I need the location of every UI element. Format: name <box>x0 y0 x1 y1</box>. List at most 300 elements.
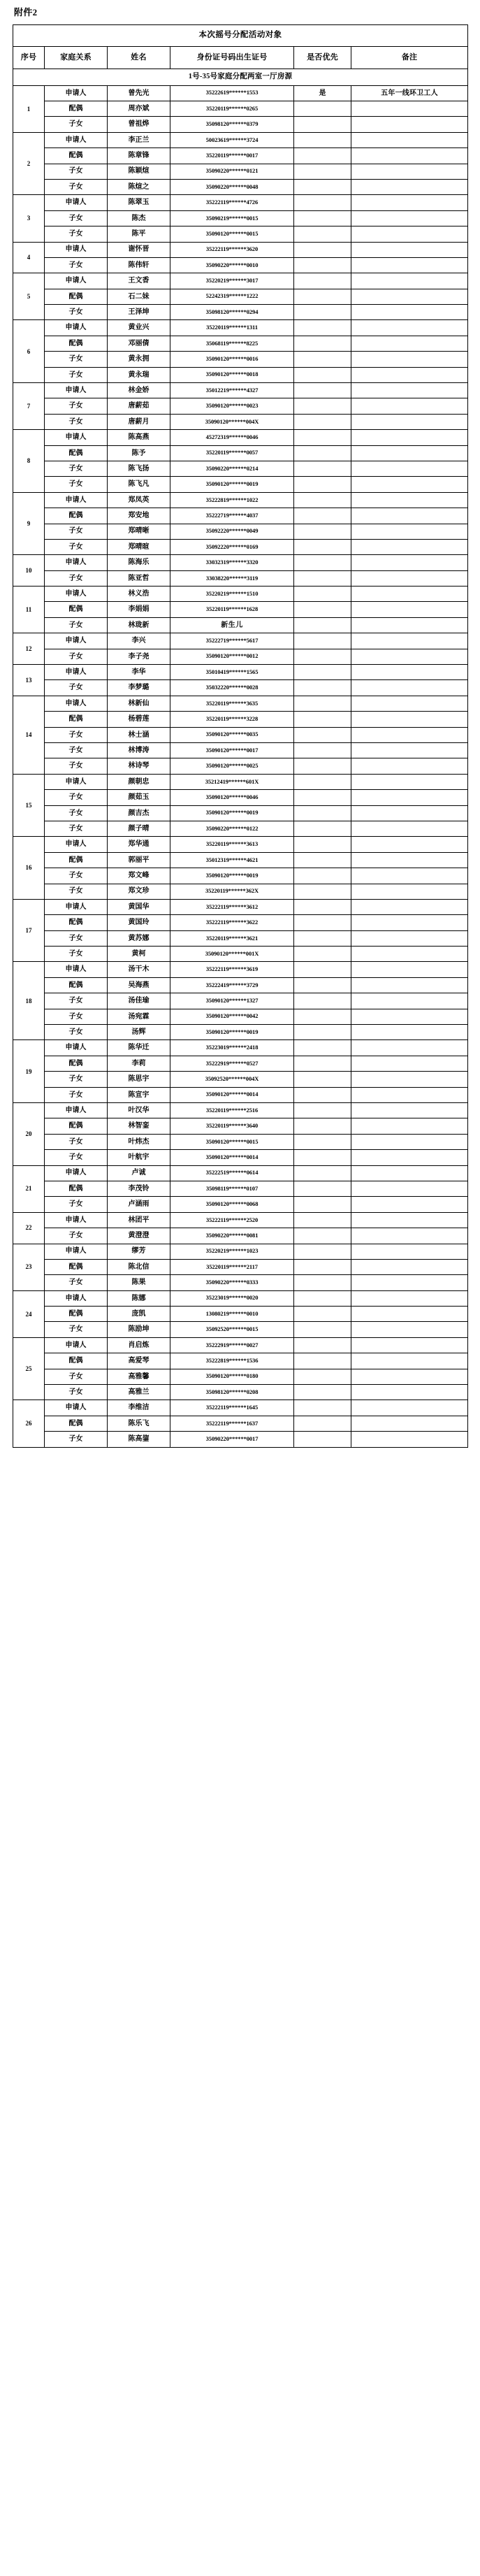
cell-relation: 子女 <box>45 743 108 758</box>
cell-id-number: 35220119******1628 <box>170 602 294 617</box>
cell-priority <box>294 148 351 164</box>
cell-id-number: 35090120******001X <box>170 947 294 962</box>
cell-id-number: 35090120******0019 <box>170 805 294 821</box>
table-row <box>13 696 468 711</box>
cell-id-number: 35220219******3017 <box>170 273 294 289</box>
cell-relation: 申请人 <box>45 1165 108 1181</box>
cell-note <box>351 132 468 147</box>
row-sequence-number: 16 <box>13 837 45 900</box>
table-title-row <box>13 24 468 46</box>
table-row <box>13 1385 468 1400</box>
cell-priority <box>294 743 351 758</box>
cell-id-number: 35220119******3613 <box>170 837 294 852</box>
cell-relation: 子女 <box>45 1087 108 1102</box>
cell-priority <box>294 633 351 649</box>
cell-priority <box>294 852 351 868</box>
cell-priority <box>294 477 351 492</box>
table-row <box>13 758 468 774</box>
cell-relation: 申请人 <box>45 962 108 977</box>
cell-id-number: 35092220******0169 <box>170 539 294 554</box>
cell-name: 陈颖煊 <box>108 164 170 179</box>
cell-relation: 申请人 <box>45 85 108 101</box>
cell-priority <box>294 305 351 320</box>
cell-note <box>351 1337 468 1353</box>
cell-name: 陈乐飞 <box>108 1416 170 1431</box>
cell-priority <box>294 1134 351 1149</box>
row-sequence-number: 2 <box>13 132 45 195</box>
cell-relation: 配偶 <box>45 915 108 930</box>
cell-relation: 配偶 <box>45 1118 108 1134</box>
table-row <box>13 1322 468 1337</box>
cell-name: 汤佳瑜 <box>108 993 170 1009</box>
cell-priority <box>294 570 351 586</box>
attachment-label: 附件2 <box>14 7 38 17</box>
cell-id-number: 35222119******3619 <box>170 962 294 977</box>
cell-id-number: 35090220******0048 <box>170 179 294 194</box>
table-row <box>13 257 468 273</box>
cell-name: 陈章锋 <box>108 148 170 164</box>
table-row <box>13 210 468 226</box>
cell-relation: 子女 <box>45 993 108 1009</box>
cell-name: 汤辉 <box>108 1025 170 1040</box>
cell-id-number: 35090220******0010 <box>170 257 294 273</box>
cell-note <box>351 257 468 273</box>
cell-priority <box>294 242 351 257</box>
cell-note <box>351 492 468 508</box>
cell-id-number: 35223019******2418 <box>170 1040 294 1056</box>
row-sequence-number: 24 <box>13 1290 45 1337</box>
table-row <box>13 915 468 930</box>
row-sequence-number: 13 <box>13 665 45 696</box>
cell-id-number: 35220119******362X <box>170 884 294 899</box>
cell-relation: 子女 <box>45 1322 108 1337</box>
cell-relation: 配偶 <box>45 336 108 351</box>
cell-id-number: 35222719******5617 <box>170 633 294 649</box>
cell-priority <box>294 758 351 774</box>
cell-note <box>351 117 468 132</box>
cell-note <box>351 1275 468 1290</box>
cell-name: 邓丽倩 <box>108 336 170 351</box>
cell-note <box>351 1056 468 1071</box>
table-row <box>13 430 468 445</box>
cell-name: 李子尧 <box>108 649 170 664</box>
cell-note: 五年一线环卫工人 <box>351 85 468 101</box>
table-row <box>13 1337 468 1353</box>
cell-name: 李莉 <box>108 1056 170 1071</box>
cell-id-number: 35090120******0025 <box>170 758 294 774</box>
cell-priority <box>294 289 351 304</box>
cell-note <box>351 1290 468 1306</box>
table-row <box>13 179 468 194</box>
cell-priority <box>294 1102 351 1118</box>
column-header-note: 备注 <box>351 46 468 69</box>
cell-id-number: 35068119******8225 <box>170 336 294 351</box>
cell-name: 高雅兰 <box>108 1385 170 1400</box>
cell-relation: 子女 <box>45 257 108 273</box>
table-row <box>13 1134 468 1149</box>
cell-relation: 子女 <box>45 884 108 899</box>
cell-priority <box>294 1385 351 1400</box>
table-row <box>13 1165 468 1181</box>
table-row <box>13 352 468 367</box>
cell-id-number: 35090120******004X <box>170 414 294 429</box>
cell-id-number: 35223019******0020 <box>170 1290 294 1306</box>
cell-priority <box>294 1025 351 1040</box>
row-sequence-number: 12 <box>13 633 45 665</box>
cell-name: 黄业兴 <box>108 320 170 336</box>
cell-priority <box>294 1290 351 1306</box>
table-row <box>13 1150 468 1165</box>
cell-relation: 申请人 <box>45 696 108 711</box>
cell-priority <box>294 195 351 210</box>
cell-relation: 子女 <box>45 210 108 226</box>
row-sequence-number: 8 <box>13 430 45 493</box>
cell-name: 林士涵 <box>108 727 170 742</box>
cell-name: 唐薪月 <box>108 414 170 429</box>
cell-id-number: 35090220******0214 <box>170 461 294 476</box>
cell-relation: 申请人 <box>45 195 108 210</box>
cell-name: 林新仙 <box>108 696 170 711</box>
table-row <box>13 977 468 993</box>
table-row <box>13 743 468 758</box>
table-row <box>13 1275 468 1290</box>
table-title: 本次摇号分配活动对象 <box>13 24 468 46</box>
cell-relation: 子女 <box>45 727 108 742</box>
table-row <box>13 164 468 179</box>
cell-relation: 配偶 <box>45 1181 108 1196</box>
cell-relation: 配偶 <box>45 1307 108 1322</box>
row-sequence-number: 1 <box>13 85 45 132</box>
row-sequence-number: 15 <box>13 774 45 837</box>
cell-note <box>351 1072 468 1087</box>
cell-note <box>351 665 468 680</box>
cell-relation: 子女 <box>45 367 108 382</box>
cell-note <box>351 539 468 554</box>
cell-relation: 子女 <box>45 1009 108 1024</box>
cell-id-number: 35220119******0017 <box>170 148 294 164</box>
cell-note <box>351 712 468 727</box>
cell-priority <box>294 1009 351 1024</box>
cell-name: 郑文珍 <box>108 884 170 899</box>
cell-priority <box>294 117 351 132</box>
cell-note <box>351 477 468 492</box>
table-row <box>13 508 468 524</box>
cell-priority <box>294 555 351 570</box>
cell-id-number: 13080219******0010 <box>170 1307 294 1322</box>
cell-name: 颜茹玉 <box>108 790 170 805</box>
row-sequence-number: 20 <box>13 1102 45 1165</box>
section-header-row <box>13 69 468 85</box>
cell-id-number: 35220119******1311 <box>170 320 294 336</box>
cell-name: 陈华迁 <box>108 1040 170 1056</box>
table-row <box>13 1056 468 1071</box>
cell-note <box>351 743 468 758</box>
cell-relation: 配偶 <box>45 712 108 727</box>
cell-priority <box>294 132 351 147</box>
cell-id-number: 35220119******0057 <box>170 445 294 461</box>
cell-name: 肖启炼 <box>108 1337 170 1353</box>
cell-note <box>351 868 468 884</box>
cell-note <box>351 1102 468 1118</box>
cell-note <box>351 226 468 242</box>
cell-id-number: 35222619******1553 <box>170 85 294 101</box>
row-sequence-number: 10 <box>13 555 45 587</box>
cell-relation: 申请人 <box>45 837 108 852</box>
row-sequence-number: 6 <box>13 320 45 383</box>
cell-relation: 子女 <box>45 805 108 821</box>
table-row <box>13 148 468 164</box>
cell-note <box>351 336 468 351</box>
cell-relation: 配偶 <box>45 289 108 304</box>
cell-note <box>351 1134 468 1149</box>
cell-priority <box>294 1369 351 1384</box>
cell-relation: 配偶 <box>45 1353 108 1369</box>
cell-note <box>351 915 468 930</box>
cell-name: 陈娜 <box>108 1290 170 1306</box>
cell-note <box>351 210 468 226</box>
cell-priority <box>294 1416 351 1431</box>
table-row <box>13 524 468 539</box>
cell-note <box>351 1118 468 1134</box>
table-row <box>13 727 468 742</box>
cell-note <box>351 930 468 946</box>
cell-name: 黄国华 <box>108 899 170 914</box>
cell-name: 林诗琴 <box>108 758 170 774</box>
table-row <box>13 1102 468 1118</box>
cell-priority <box>294 164 351 179</box>
cell-name: 林团平 <box>108 1212 170 1228</box>
cell-priority <box>294 1118 351 1134</box>
cell-note <box>351 649 468 664</box>
cell-name: 李华 <box>108 665 170 680</box>
cell-name: 陈励坤 <box>108 1322 170 1337</box>
cell-name: 陈果 <box>108 1275 170 1290</box>
cell-priority <box>294 1228 351 1244</box>
row-sequence-number: 3 <box>13 195 45 242</box>
cell-relation: 子女 <box>45 570 108 586</box>
cell-name: 唐薪茹 <box>108 398 170 414</box>
cell-id-number: 35090120******0014 <box>170 1087 294 1102</box>
cell-note <box>351 993 468 1009</box>
cell-id-number: 35090120******1327 <box>170 993 294 1009</box>
cell-id-number: 35222119******1637 <box>170 1416 294 1431</box>
cell-id-number: 35212419******601X <box>170 774 294 789</box>
cell-priority <box>294 962 351 977</box>
cell-relation: 配偶 <box>45 1259 108 1274</box>
cell-relation: 子女 <box>45 617 108 633</box>
table-row <box>13 226 468 242</box>
cell-name: 陈飞凡 <box>108 477 170 492</box>
cell-name: 叶炜杰 <box>108 1134 170 1149</box>
cell-name: 郑安地 <box>108 508 170 524</box>
table-row <box>13 602 468 617</box>
cell-note <box>351 1165 468 1181</box>
cell-relation: 配偶 <box>45 977 108 993</box>
table-row <box>13 1244 468 1259</box>
cell-name: 黄永瑞 <box>108 367 170 382</box>
cell-priority <box>294 947 351 962</box>
cell-name: 颜吉杰 <box>108 805 170 821</box>
table-row <box>13 398 468 414</box>
cell-note <box>351 1400 468 1416</box>
cell-priority <box>294 899 351 914</box>
cell-relation: 子女 <box>45 1197 108 1212</box>
cell-name: 李茂铃 <box>108 1181 170 1196</box>
cell-name: 郑文峰 <box>108 868 170 884</box>
column-header-relation: 家庭关系 <box>45 46 108 69</box>
cell-note <box>351 1181 468 1196</box>
cell-name: 高爱琴 <box>108 1353 170 1369</box>
cell-priority <box>294 696 351 711</box>
cell-id-number: 35090120******0035 <box>170 727 294 742</box>
cell-id-number: 35222719******4037 <box>170 508 294 524</box>
table-row <box>13 477 468 492</box>
cell-note <box>351 633 468 649</box>
cell-name: 吴海燕 <box>108 977 170 993</box>
table-row <box>13 320 468 336</box>
cell-relation: 子女 <box>45 1072 108 1087</box>
cell-relation: 子女 <box>45 947 108 962</box>
column-header-name: 姓名 <box>108 46 170 69</box>
table-row <box>13 273 468 289</box>
cell-priority <box>294 680 351 696</box>
cell-relation: 子女 <box>45 477 108 492</box>
cell-relation: 配偶 <box>45 508 108 524</box>
cell-priority <box>294 1275 351 1290</box>
cell-id-number: 50023619******3724 <box>170 132 294 147</box>
cell-name: 曾祖烨 <box>108 117 170 132</box>
row-sequence-number: 14 <box>13 696 45 774</box>
cell-name: 陈翠玉 <box>108 195 170 210</box>
table-row <box>13 837 468 852</box>
row-sequence-number: 23 <box>13 1244 45 1290</box>
table-row <box>13 1432 468 1447</box>
cell-id-number: 35090220******0121 <box>170 164 294 179</box>
cell-name: 陈宣宇 <box>108 1087 170 1102</box>
cell-id-number: 35090120******0012 <box>170 649 294 664</box>
cell-note <box>351 1040 468 1056</box>
cell-id-number: 新生儿 <box>170 617 294 633</box>
cell-relation: 配偶 <box>45 445 108 461</box>
cell-priority <box>294 1400 351 1416</box>
table-row <box>13 665 468 680</box>
table-row <box>13 445 468 461</box>
cell-relation: 子女 <box>45 1025 108 1040</box>
table-row <box>13 790 468 805</box>
cell-note <box>351 790 468 805</box>
cell-note <box>351 1025 468 1040</box>
cell-id-number: 35220119******2117 <box>170 1259 294 1274</box>
cell-relation: 配偶 <box>45 1056 108 1071</box>
cell-name: 陈高燕 <box>108 430 170 445</box>
cell-id-number: 35220119******2516 <box>170 1102 294 1118</box>
cell-relation: 子女 <box>45 758 108 774</box>
cell-priority <box>294 398 351 414</box>
cell-note <box>351 101 468 116</box>
cell-name: 杨碧莲 <box>108 712 170 727</box>
cell-priority <box>294 1165 351 1181</box>
cell-note <box>351 242 468 257</box>
column-header-priority: 是否优先 <box>294 46 351 69</box>
table-row <box>13 85 468 101</box>
cell-priority <box>294 1432 351 1447</box>
table-row <box>13 1307 468 1322</box>
cell-note <box>351 195 468 210</box>
cell-priority <box>294 930 351 946</box>
cell-priority <box>294 1150 351 1165</box>
cell-id-number: 35098119******0107 <box>170 1181 294 1196</box>
cell-relation: 子女 <box>45 680 108 696</box>
row-sequence-number: 25 <box>13 1337 45 1400</box>
cell-priority <box>294 492 351 508</box>
cell-priority <box>294 320 351 336</box>
cell-note <box>351 1244 468 1259</box>
cell-priority <box>294 461 351 476</box>
cell-id-number: 35090120******0068 <box>170 1197 294 1212</box>
cell-note <box>351 305 468 320</box>
cell-priority <box>294 1197 351 1212</box>
table-row <box>13 414 468 429</box>
cell-id-number: 35222119******2520 <box>170 1212 294 1228</box>
cell-name: 卢涵雨 <box>108 1197 170 1212</box>
table-row <box>13 930 468 946</box>
cell-note <box>351 1369 468 1384</box>
cell-note <box>351 602 468 617</box>
cell-priority <box>294 649 351 664</box>
cell-relation: 申请人 <box>45 1244 108 1259</box>
cell-note <box>351 1150 468 1165</box>
cell-name: 李正兰 <box>108 132 170 147</box>
cell-priority <box>294 837 351 852</box>
cell-note <box>351 289 468 304</box>
cell-note <box>351 821 468 836</box>
cell-id-number: 35220119******3640 <box>170 1118 294 1134</box>
table-row <box>13 383 468 398</box>
table-row <box>13 539 468 554</box>
table-row <box>13 712 468 727</box>
cell-relation: 配偶 <box>45 602 108 617</box>
cell-id-number: 45272319******0046 <box>170 430 294 445</box>
cell-note <box>351 1212 468 1228</box>
row-sequence-number: 4 <box>13 242 45 273</box>
row-sequence-number: 9 <box>13 492 45 555</box>
cell-priority <box>294 226 351 242</box>
cell-id-number: 35220219******1023 <box>170 1244 294 1259</box>
cell-note <box>351 570 468 586</box>
cell-note <box>351 962 468 977</box>
row-sequence-number: 22 <box>13 1212 45 1244</box>
cell-relation: 子女 <box>45 461 108 476</box>
row-sequence-number: 7 <box>13 383 45 430</box>
cell-id-number: 35090120******0019 <box>170 1025 294 1040</box>
cell-id-number: 35090219******0015 <box>170 210 294 226</box>
cell-priority <box>294 884 351 899</box>
cell-id-number: 35222819******1536 <box>170 1353 294 1369</box>
cell-name: 陈伟轩 <box>108 257 170 273</box>
cell-relation: 子女 <box>45 1369 108 1384</box>
cell-id-number: 35090120******0018 <box>170 367 294 382</box>
cell-note <box>351 398 468 414</box>
table-row <box>13 1259 468 1274</box>
table-row <box>13 1416 468 1431</box>
cell-name: 周亦斌 <box>108 101 170 116</box>
cell-note <box>351 727 468 742</box>
cell-id-number: 52242319******1222 <box>170 289 294 304</box>
cell-relation: 子女 <box>45 164 108 179</box>
cell-priority <box>294 1056 351 1071</box>
table-row <box>13 132 468 147</box>
cell-name: 陈亚哲 <box>108 570 170 586</box>
